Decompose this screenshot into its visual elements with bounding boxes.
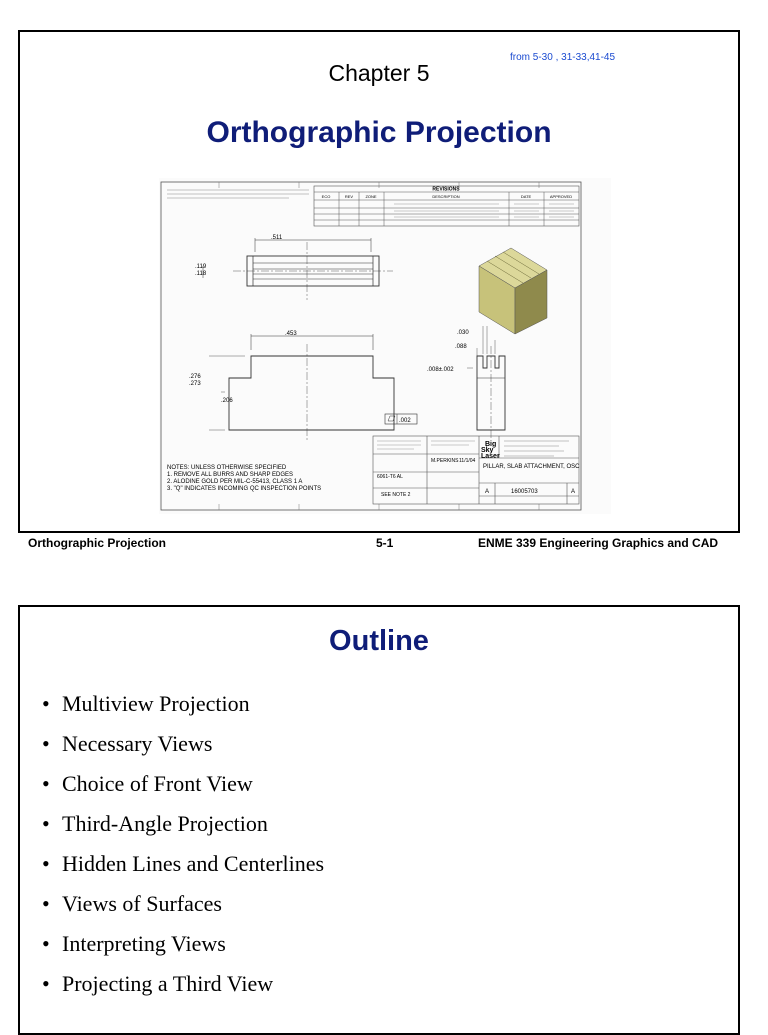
outline-item: • Interpreting Views — [42, 931, 226, 956]
slide-1 — [18, 30, 740, 533]
dim-side-slot2: .008±.002 — [427, 367, 454, 373]
see-note: SEE NOTE 2 — [381, 492, 411, 498]
note-line-1: NOTES: UNLESS OTHERWISE SPECIFIED — [167, 465, 287, 471]
rev-header-zone: ZONE — [365, 194, 377, 199]
top-view — [203, 238, 393, 300]
outline-item: • Third-Angle Projection — [42, 811, 268, 836]
rev-header-date: DATE — [520, 194, 532, 199]
rev-header-description: DESCRIPTION — [432, 194, 460, 199]
drawing-svg — [159, 178, 611, 514]
rev-header-rev: REV — [344, 194, 354, 199]
dim-front-width: .453 — [285, 331, 297, 337]
rev-code: A — [571, 489, 576, 495]
dim-top-width: .511 — [271, 235, 283, 241]
logo-word-3: Laser — [481, 453, 500, 460]
note-line-4: 3. "Q" INDICATES INCOMING QC INSPECTION POINTS — [167, 486, 322, 492]
front-view — [209, 334, 394, 440]
tolerance-text — [377, 441, 475, 449]
drawing-frame — [161, 182, 581, 510]
size-code: A — [485, 489, 490, 495]
dim-front-h2: .273 — [189, 381, 201, 387]
footer-course: ENME 339 Engineering Graphics and CAD — [478, 536, 719, 550]
logo-word-1: Big — [485, 441, 497, 448]
footer-page-number: 5-1 — [376, 536, 394, 550]
drawn-date: 11/1/04 — [459, 458, 476, 464]
engineering-drawing — [159, 178, 611, 514]
note-line-2: 1. REMOVE ALL BURRS AND SHARP EDGES — [167, 472, 294, 478]
outline-item: • Projecting a Third View — [42, 971, 274, 996]
dim-front-h3: .206 — [221, 398, 233, 404]
dim-side-depth: .088 — [455, 344, 467, 350]
revisions-table — [314, 186, 579, 226]
outline-title: Outline — [329, 625, 429, 657]
part-number: 16005703 — [511, 489, 538, 495]
rev-header-approved: APPROVED — [549, 194, 573, 199]
isometric-block — [479, 248, 547, 334]
outline-item: • Choice of Front View — [42, 771, 253, 796]
outline-item: • Necessary Views — [42, 731, 213, 756]
proprietary-text — [167, 190, 309, 198]
dim-side-slot: .030 — [457, 330, 469, 336]
dim-top-h2: .118 — [195, 271, 207, 277]
slide-title: Orthographic Projection — [206, 116, 552, 149]
logo-word-2: Sky — [481, 447, 494, 454]
outline-item: • Hidden Lines and Centerlines — [42, 851, 325, 876]
part-name: PILLAR, SLAB ATTACHMENT, OSC — [483, 464, 580, 470]
drawn-by: M.PERKINS — [431, 458, 459, 464]
dim-top-h1: .119 — [195, 264, 207, 270]
slide-2 — [18, 605, 740, 1035]
note-line-3: 2. ALODINE GOLD PER MIL-C-55413, CLASS 1 A — [167, 479, 303, 485]
outline-item: • Views of Surfaces — [42, 891, 222, 916]
side-view — [467, 326, 505, 438]
dim-flatness: .002 — [399, 418, 411, 424]
outline-list — [42, 689, 324, 1009]
outline-item: • Multiview Projection — [42, 691, 250, 716]
rev-header-eco: ECO — [321, 194, 331, 199]
footer-left: Orthographic Projection — [28, 536, 167, 550]
material: 6061-T6 AL — [377, 474, 403, 480]
dim-front-h1: .276 — [189, 374, 201, 380]
chapter-heading: Chapter 5 — [328, 60, 430, 86]
page-range-note: from 5-30 , 31-33,41-45 — [510, 52, 616, 63]
revisions-title: REVISIONS — [432, 186, 460, 193]
company-address — [504, 441, 569, 456]
